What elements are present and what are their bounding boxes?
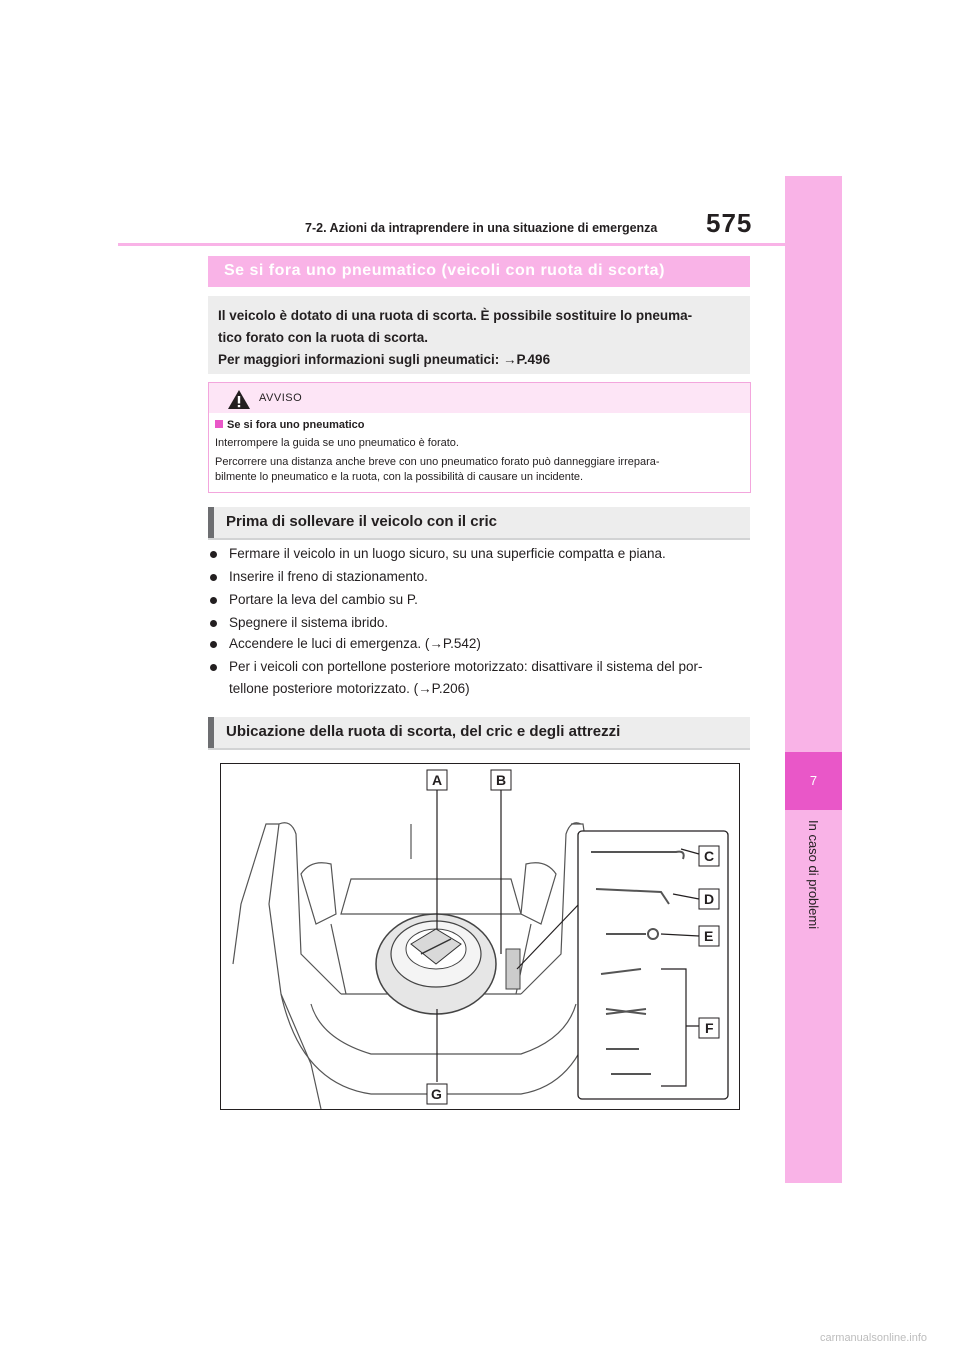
label-a: A	[432, 772, 443, 788]
warning-line: Interrompere la guida se uno pneumatico è forato.	[215, 437, 459, 449]
warning-title: AVVISO	[259, 392, 303, 404]
label-b: B	[496, 772, 507, 788]
topic-title-bar	[208, 256, 750, 287]
warning-subtitle: Se si fora uno pneumatico	[227, 419, 365, 431]
heading-rule	[208, 538, 750, 540]
footer-watermark[interactable]: carmanualsonline.info	[820, 1332, 928, 1344]
chapter-side-tab	[785, 176, 842, 1183]
intro-box	[208, 296, 750, 374]
warning-triangle-icon	[227, 389, 251, 410]
label-e: E	[704, 928, 714, 944]
trunk-illustration	[220, 763, 740, 1110]
intro-line: tico forato con la ruota di scorta.	[218, 330, 429, 345]
section-heading-jack	[208, 507, 750, 538]
square-bullet-icon	[215, 420, 223, 428]
topic-title: Se si fora uno pneumatico (veicoli con ruota di scorta)	[224, 262, 665, 279]
chapter-number-tab	[785, 752, 842, 810]
header-rule	[118, 243, 785, 246]
label-f: F	[705, 1020, 714, 1036]
warning-box	[208, 382, 751, 493]
label-c: C	[704, 848, 715, 864]
section-heading-text: Prima di sollevare il veicolo con il cric	[226, 513, 497, 530]
chapter-number: 7	[809, 773, 818, 788]
section-header: 7-2. Azioni da intraprendere in una situazione di emergenza	[305, 221, 658, 235]
section-heading-location	[208, 717, 750, 748]
warning-subtitle-row	[215, 419, 365, 431]
trunk-drawing	[221, 764, 739, 1109]
label-g: G	[431, 1086, 442, 1102]
intro-line: Il veicolo è dotato di una ruota di scorta. È possibile sostituire lo pneuma-	[218, 308, 693, 323]
warning-line: bilmente lo pneumatico e la ruota, con la possibilità di causare un incidente.	[215, 471, 584, 483]
chapter-label: In caso di problemi	[806, 820, 821, 930]
warning-line: Percorrere una distanza anche breve con uno pneumatico forato può danneggiare irrepara-	[215, 456, 660, 468]
heading-rule	[208, 748, 750, 750]
page-number: 575	[706, 208, 753, 238]
section-heading-text: Ubicazione della ruota di scorta, del cric e degli attrezzi	[226, 723, 621, 740]
label-d: D	[704, 891, 715, 907]
intro-line: Per maggiori informazioni sugli pneumatici: →P.496	[218, 352, 551, 367]
